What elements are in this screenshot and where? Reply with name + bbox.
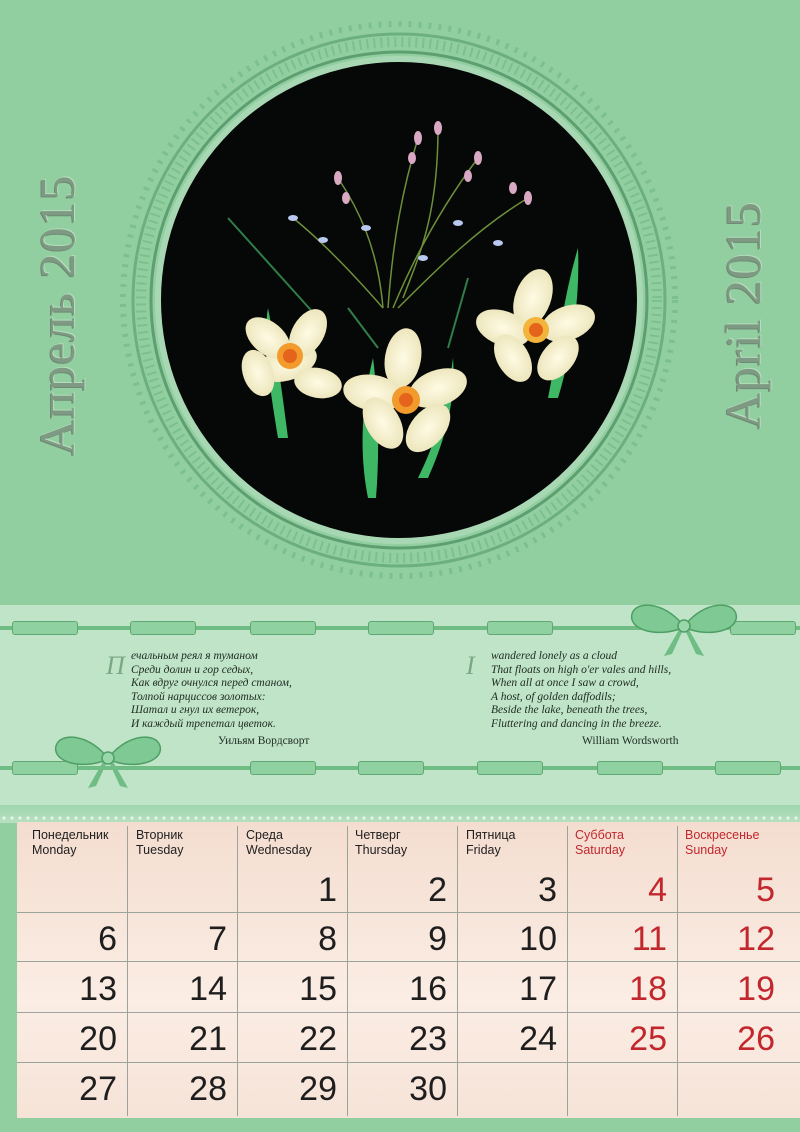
weekday-ru: Суббота [575,828,624,842]
ribbon-bow-bottom [48,728,168,792]
date-cell: 25 [629,1020,667,1058]
embroidery-frame-image [118,18,680,583]
date-cell: 12 [737,920,775,958]
weekday-thursday [355,828,407,858]
poem-initial: П [106,651,125,680]
poem-english [466,650,671,731]
weekday-en: Wednesday [246,843,312,857]
poem-line: Beside the lake, beneath the trees, [491,704,648,716]
date-cell: 29 [299,1070,337,1108]
poem-line: Среди долин и гор седых, [131,663,254,676]
weekday-ru: Пятница [466,828,516,842]
ribbon-tab [12,621,78,635]
date-cell: 9 [428,920,447,958]
weekday-en: Friday [466,843,501,857]
date-cell: 30 [409,1070,447,1108]
date-cell: 27 [79,1070,117,1108]
weekday-en: Saturday [575,843,626,857]
grid-row-divider [17,1062,800,1063]
poem-line: Fluttering and dancing in the breeze. [491,717,662,730]
poem-line: Как вдруг очнулся перед станом, [131,677,292,689]
date-cell: 24 [519,1020,557,1058]
weekday-ru: Четверг [355,828,401,842]
weekday-friday [466,828,515,858]
date-cell: 23 [409,1020,447,1058]
grid-row-divider [17,1012,800,1013]
weekday-saturday [575,828,625,858]
date-cell: 7 [208,920,227,958]
date-cell: 4 [648,871,667,909]
grid-row-divider [17,912,800,913]
weekday-monday [32,828,109,858]
date-cell: 8 [318,920,337,958]
weekday-tuesday [136,828,183,858]
ribbon-tab [368,621,434,635]
poem-line: И каждый трепетал цветок. [131,717,276,730]
weekday-en: Thursday [355,843,408,857]
ribbon-tab [250,761,316,775]
grid-row-divider [17,961,800,962]
date-cell: 3 [538,871,557,909]
poem-line: wandered lonely as a cloud [491,650,618,662]
weekday-ru: Вторник [136,828,183,842]
date-cell: 15 [299,970,337,1008]
weekday-en: Tuesday [136,843,184,857]
calendar-bottom-band [0,1118,800,1132]
ribbon-tab [715,761,781,775]
date-cell: 20 [79,1020,117,1058]
date-cell: 11 [631,920,667,958]
date-cell: 1 [318,871,337,909]
date-cell: 17 [519,970,557,1008]
weekday-wednesday [246,828,312,858]
grid-divider [457,826,458,1116]
poem-line: A host, of golden daffodils; [491,690,616,703]
poem-initial: I [466,651,475,680]
date-cell: 6 [98,920,117,958]
weekday-ru: Понедельник [32,828,109,842]
month-title-english: April 2015 [715,200,771,430]
weekday-sunday [685,828,759,858]
date-cell: 22 [299,1020,337,1058]
poem-line: ечальным реял я туманом [131,650,258,662]
date-cell: 16 [409,970,447,1008]
poem-line: That floats on high o'er vales and hills, [491,663,672,676]
poem-russian [106,650,292,731]
grid-divider [677,826,678,1116]
weekday-ru: Среда [246,828,283,842]
ribbon-tab [130,621,196,635]
ribbon-tab [250,621,316,635]
date-cell: 5 [756,871,775,909]
ribbon-tab [487,621,553,635]
calendar-dot-border [0,815,800,821]
date-cell: 26 [737,1020,775,1058]
poem-line: Толпой нарциссов золотых: [131,690,266,703]
date-cell: 21 [189,1020,227,1058]
grid-divider [567,826,568,1116]
date-cell: 10 [519,920,557,958]
poem-author-english: William Wordsworth [582,735,679,747]
date-cell: 19 [737,970,775,1008]
date-cell: 28 [189,1070,227,1108]
weekday-en: Monday [32,843,77,857]
ribbon-tab [358,761,424,775]
date-cell: 18 [629,970,667,1008]
date-cell: 13 [79,970,117,1008]
ribbon-tab [477,761,543,775]
date-cell: 14 [189,970,227,1008]
weekday-ru: Воскресенье [685,828,760,842]
weekday-en: Sunday [685,843,728,857]
month-title-russian: Апрель 2015 [29,174,85,456]
poem-author-russian: Уильям Вордсворт [218,735,310,747]
poem-line: Шатал и гнул их ветерок, [131,704,260,716]
date-cell: 2 [428,871,447,909]
poem-line: When all at once I saw a crowd, [491,677,639,689]
ribbon-tab [597,761,663,775]
